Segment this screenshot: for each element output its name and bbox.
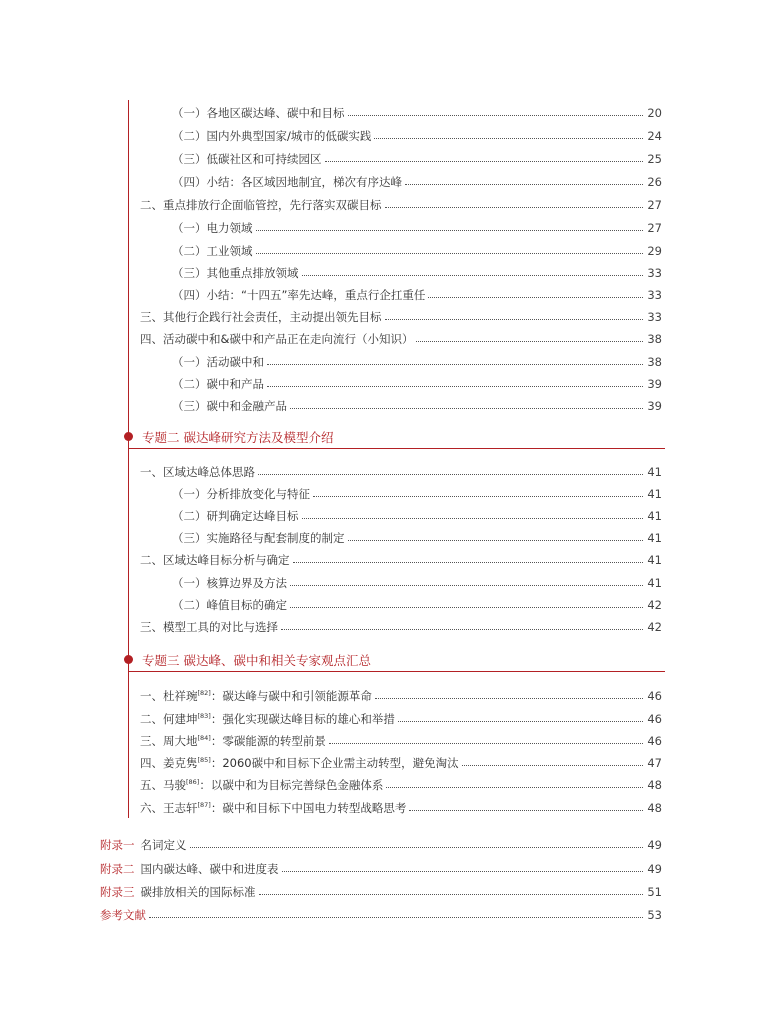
toc-leader (190, 847, 644, 848)
toc-entry[interactable] (172, 242, 662, 258)
toc-leader (375, 698, 643, 699)
toc-entry-text (140, 756, 459, 770)
toc-entry-text: （二）碳中和产品 (172, 377, 264, 391)
toc-page-number: 42 (647, 598, 662, 612)
toc-leader (290, 607, 643, 608)
appendix-text: 国内碳达峰、碳中和进度表 (140, 862, 279, 876)
toc-entry-text: （三）实施路径与配套制度的制定 (172, 531, 345, 545)
toc-leader (386, 787, 643, 788)
toc-entry[interactable] (140, 463, 662, 479)
toc-entry[interactable] (172, 219, 662, 235)
toc-entry[interactable] (172, 375, 662, 391)
toc-page-number: 41 (647, 576, 662, 590)
expert-topic: ：碳中和目标下中国电力转型战略思考 (210, 801, 407, 815)
toc-leader (329, 743, 643, 744)
appendix-entry[interactable] (100, 906, 662, 922)
toc-entry[interactable] (172, 264, 662, 280)
toc-page-number: 33 (647, 310, 662, 324)
appendix-label: 附录一 (100, 838, 135, 852)
toc-entry[interactable] (140, 330, 662, 346)
toc-entry-text (140, 689, 372, 703)
toc-entry-text: （一）电力领域 (172, 221, 253, 235)
toc-leader (462, 765, 643, 766)
toc-vertical-rule (128, 100, 129, 818)
toc-page-number: 51 (647, 885, 662, 899)
toc-page-number: 42 (647, 620, 662, 634)
toc-leader (290, 585, 643, 586)
toc-page-number: 38 (647, 355, 662, 369)
toc-leader (325, 161, 644, 162)
toc-leader (348, 115, 644, 116)
toc-entry[interactable] (140, 799, 662, 815)
toc-entry[interactable] (172, 173, 662, 189)
section-rule (128, 671, 665, 672)
reference-mark: [85] (197, 756, 211, 765)
toc-entry[interactable] (172, 485, 662, 501)
toc-leader (385, 319, 644, 320)
toc-entry[interactable] (140, 776, 662, 792)
appendix-entry[interactable] (100, 883, 662, 899)
toc-page-number: 53 (647, 908, 662, 922)
reference-mark: [82] (197, 689, 211, 698)
toc-page-number: 27 (647, 221, 662, 235)
toc-entry[interactable] (140, 308, 662, 324)
section-title[interactable]: 专题三 碳达峰、碳中和相关专家观点汇总 (142, 653, 371, 668)
expert-topic: ：碳达峰与碳中和引领能源革命 (210, 689, 372, 703)
toc-entry[interactable] (172, 596, 662, 612)
appendix-text: 名词定义 (140, 838, 187, 852)
toc-leader (409, 810, 643, 811)
toc-page-number: 25 (647, 152, 662, 166)
toc-entry-text: （二）国内外典型国家/城市的低碳实践 (172, 129, 372, 143)
toc-leader (348, 540, 644, 541)
toc-entry[interactable] (140, 687, 662, 703)
toc-leader (267, 386, 643, 387)
expert-topic: ：零碳能源的转型前景 (210, 734, 326, 748)
toc-page-number: 46 (647, 689, 662, 703)
toc-entry-text (140, 778, 383, 792)
toc-leader (302, 518, 644, 519)
toc-entry-text: （一）活动碳中和 (172, 355, 264, 369)
toc-page-number: 49 (647, 838, 662, 852)
toc-page-number: 39 (647, 377, 662, 391)
toc-entry[interactable] (140, 551, 662, 567)
expert-topic: ：以碳中和为目标完善绿色金融体系 (199, 778, 384, 792)
toc-page-number: 46 (647, 712, 662, 726)
toc-entry-text: （二）研判确定达峰目标 (172, 509, 299, 523)
expert-name: 四、姜克隽 (140, 756, 198, 770)
expert-name: 五、马骏 (140, 778, 186, 792)
toc-entry[interactable] (172, 507, 662, 523)
toc-entry[interactable] (140, 732, 662, 748)
toc-page-number: 39 (647, 399, 662, 413)
toc-entry[interactable] (172, 574, 662, 590)
toc-page-number: 46 (647, 734, 662, 748)
toc-entry-text (140, 801, 406, 815)
toc-page-number: 26 (647, 175, 662, 189)
toc-page-number: 27 (647, 198, 662, 212)
toc-entry-text: （一）核算边界及方法 (172, 576, 287, 590)
toc-page-number: 41 (647, 553, 662, 567)
toc-leader (385, 207, 644, 208)
section-rule (128, 448, 665, 449)
appendix-label: 附录三 (100, 885, 135, 899)
toc-leader (405, 184, 643, 185)
reference-mark: [84] (197, 734, 211, 743)
toc-page-number: 48 (647, 778, 662, 792)
toc-entry-text (140, 734, 326, 748)
toc-page-number: 20 (647, 106, 662, 120)
toc-page-number: 41 (647, 509, 662, 523)
toc-entry-text: 二、区域达峰目标分析与确定 (140, 553, 290, 567)
toc-leader (374, 138, 643, 139)
toc-leader (149, 917, 643, 918)
toc-entry-text: （三）其他重点排放领域 (172, 266, 299, 280)
appendix-entry[interactable] (100, 860, 662, 876)
toc-leader (256, 230, 644, 231)
toc-leader (398, 721, 643, 722)
appendix-label: 附录二 (100, 862, 135, 876)
reference-mark: [86] (186, 778, 200, 787)
toc-leader (302, 275, 644, 276)
toc-leader (293, 562, 644, 563)
appendix-text: 碳排放相关的国际标准 (140, 885, 256, 899)
toc-leader (416, 341, 643, 342)
section-bullet-icon (124, 655, 133, 664)
toc-entry-text: （四）小结：“十四五”率先达峰，重点行企扛重任 (172, 288, 426, 302)
toc-entry[interactable] (172, 104, 662, 120)
toc-page-number: 48 (647, 801, 662, 815)
expert-name: 二、何建坤 (140, 712, 198, 726)
toc-entry-text: 二、重点排放行企面临管控，先行落实双碳目标 (140, 198, 382, 212)
toc-entry-text (140, 712, 395, 726)
section-title[interactable]: 专题二 碳达峰研究方法及模型介绍 (142, 430, 334, 445)
expert-name: 三、周大地 (140, 734, 198, 748)
toc-entry[interactable] (140, 618, 662, 634)
toc-entry[interactable] (172, 397, 662, 413)
appendix-text: 参考文献 (100, 908, 146, 922)
toc-leader (256, 253, 644, 254)
toc-entry[interactable] (140, 196, 662, 212)
toc-entry-text: （三）低碳社区和可持续园区 (172, 152, 322, 166)
toc-entry[interactable] (172, 286, 662, 302)
toc-page-number: 41 (647, 465, 662, 479)
toc-entry[interactable] (172, 127, 662, 143)
toc-entry-text: （二）峰值目标的确定 (172, 598, 287, 612)
toc-leader (267, 364, 643, 365)
toc-page-number: 33 (647, 288, 662, 302)
toc-leader (258, 474, 643, 475)
toc-page-number: 24 (647, 129, 662, 143)
toc-entry-text: （一）分析排放变化与特征 (172, 487, 310, 501)
toc-leader (313, 496, 643, 497)
toc-page-number: 33 (647, 266, 662, 280)
toc-entry[interactable] (140, 754, 662, 770)
toc-leader (290, 408, 643, 409)
toc-leader (282, 871, 644, 872)
toc-page-number: 41 (647, 531, 662, 545)
appendix-entry[interactable] (100, 836, 662, 852)
expert-name: 六、王志轩 (140, 801, 198, 815)
toc-entry-text: （四）小结：各区域因地制宜，梯次有序达峰 (172, 175, 402, 189)
toc-page-number: 38 (647, 332, 662, 346)
toc-page-number: 47 (647, 756, 662, 770)
toc-entry-text: 一、区域达峰总体思路 (140, 465, 255, 479)
expert-topic: ：强化实现碳达峰目标的雄心和举措 (210, 712, 395, 726)
section-bullet-icon (124, 432, 133, 441)
expert-name: 一、杜祥琬 (140, 689, 198, 703)
toc-entry-text: 三、模型工具的对比与选择 (140, 620, 278, 634)
toc-entry-text: （二）工业领域 (172, 244, 253, 258)
toc-page-number: 49 (647, 862, 662, 876)
reference-mark: [83] (197, 712, 211, 721)
toc-entry[interactable] (172, 150, 662, 166)
toc-leader (281, 629, 643, 630)
toc-entry-text: 三、其他行企践行社会责任，主动提出领先目标 (140, 310, 382, 324)
toc-page-number: 41 (647, 487, 662, 501)
toc-entry[interactable] (172, 529, 662, 545)
toc-page-number: 29 (647, 244, 662, 258)
reference-mark: [87] (197, 801, 211, 810)
expert-topic: ：2060碳中和目标下企业需主动转型，避免淘汰 (210, 756, 459, 770)
toc-entry-text: （一）各地区碳达峰、碳中和目标 (172, 106, 345, 120)
toc-leader (259, 894, 644, 895)
toc-entry-text: 四、活动碳中和&碳中和产品正在走向流行（小知识） (140, 332, 414, 346)
toc-leader (428, 297, 643, 298)
toc-entry[interactable] (172, 353, 662, 369)
toc-entry-text: （三）碳中和金融产品 (172, 399, 287, 413)
toc-entry[interactable] (140, 710, 662, 726)
